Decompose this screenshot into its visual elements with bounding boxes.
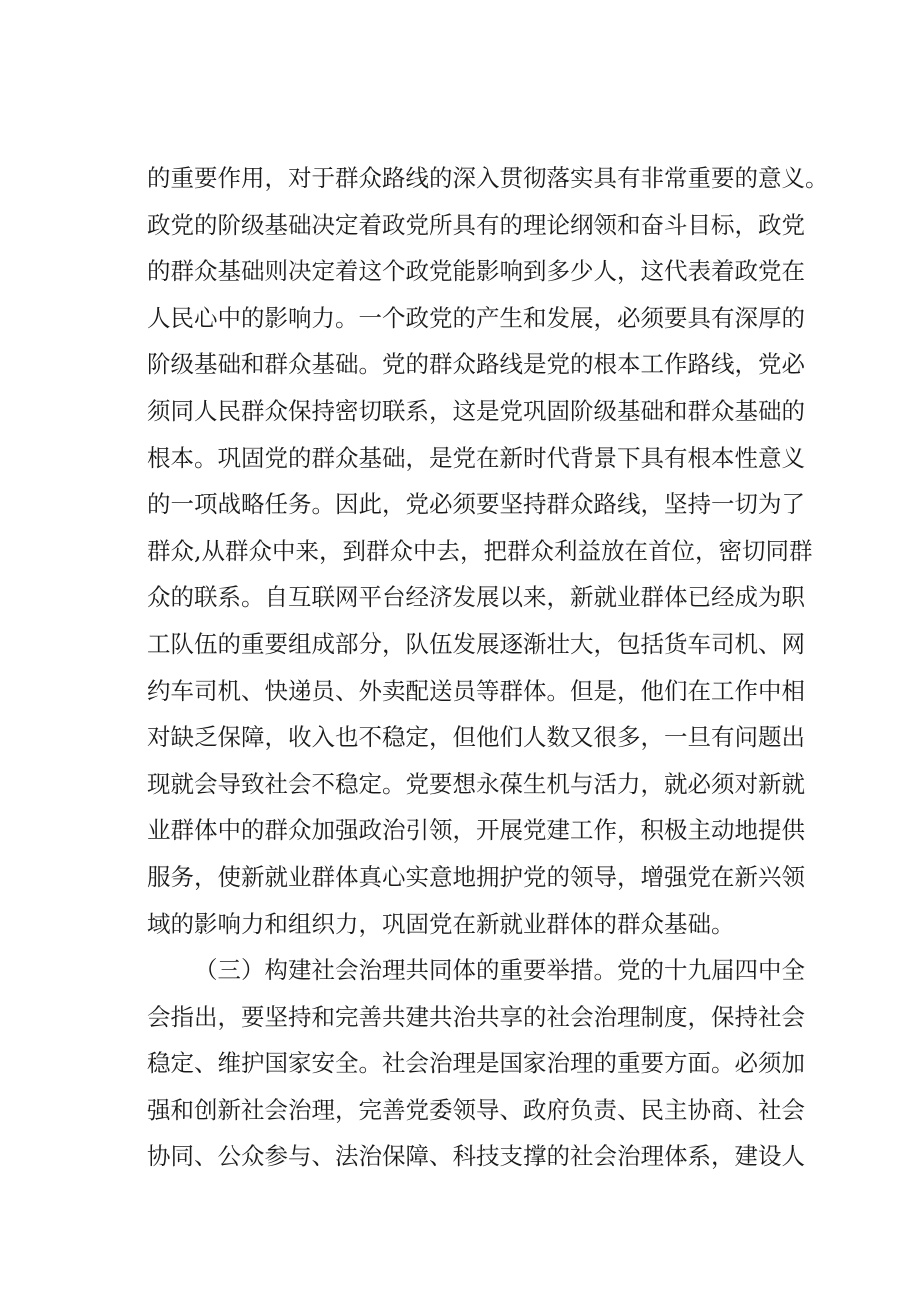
text-line: 人民心中的影响力。一个政党的产生和发展，必须要具有深厚的 [147, 303, 805, 332]
text-line: 约车司机、快递员、外卖配送员等群体。但是，他们在工作中相 [147, 676, 805, 705]
text-line: 业群体中的群众加强政治引领，开展党建工作，积极主动地提供 [147, 816, 805, 845]
text-line: 的一项战略任务。因此，党必须要坚持群众路线，坚持一切为了 [147, 490, 805, 519]
text-line: 阶级基础和群众基础。党的群众路线是党的根本工作路线，党必 [147, 350, 805, 379]
text-line: 对缺乏保障，收入也不稳定，但他们人数又很多，一旦有问题出 [147, 723, 805, 752]
text-line: 众的联系。自互联网平台经济发展以来，新就业群体已经成为职 [147, 583, 805, 612]
text-line: 服务，使新就业群体真心实意地拥护党的领导，增强党在新兴领 [147, 862, 805, 891]
text-line: 根本。巩固党的群众基础，是党在新时代背景下具有根本性意义 [147, 443, 805, 472]
body-text [147, 155, 829, 1180]
text-line: 协同、公众参与、法治保障、科技支撑的社会治理体系，建设人 [147, 1142, 805, 1171]
text-line: 强和创新社会治理，完善党委领导、政府负责、民主协商、社会 [147, 1095, 805, 1124]
text-line: 群众,从群众中来，到群众中去，把群众利益放在首位，密切同群 [147, 536, 813, 565]
text-line: （三）构建社会治理共同体的重要举措。党的十九届四中全 [194, 956, 805, 985]
text-line: 现就会导致社会不稳定。党要想永葆生机与活力，就必须对新就 [147, 769, 805, 798]
text-line: 政党的阶级基础决定着政党所具有的理论纲领和奋斗目标，政党 [147, 210, 805, 239]
paragraph-p2 [147, 947, 805, 1180]
text-line: 稳定、维护国家安全。社会治理是国家治理的重要方面。必须加 [147, 1049, 805, 1078]
paragraph-p1 [147, 155, 829, 947]
text-line: 工队伍的重要组成部分，队伍发展逐渐壮大，包括货车司机、网 [147, 629, 805, 658]
text-line: 须同人民群众保持密切联系，这是党巩固阶级基础和群众基础的 [147, 396, 805, 425]
text-line: 的重要作用，对于群众路线的深入贯彻落实具有非常重要的意义。 [147, 164, 829, 192]
text-line: 的群众基础则决定着这个政党能影响到多少人，这代表着政党在 [147, 257, 805, 286]
text-line: 域的影响力和组织力，巩固党在新就业群体的群众基础。 [147, 909, 735, 938]
text-line: 会指出，要坚持和完善共建共治共享的社会治理制度，保持社会 [147, 1002, 805, 1031]
